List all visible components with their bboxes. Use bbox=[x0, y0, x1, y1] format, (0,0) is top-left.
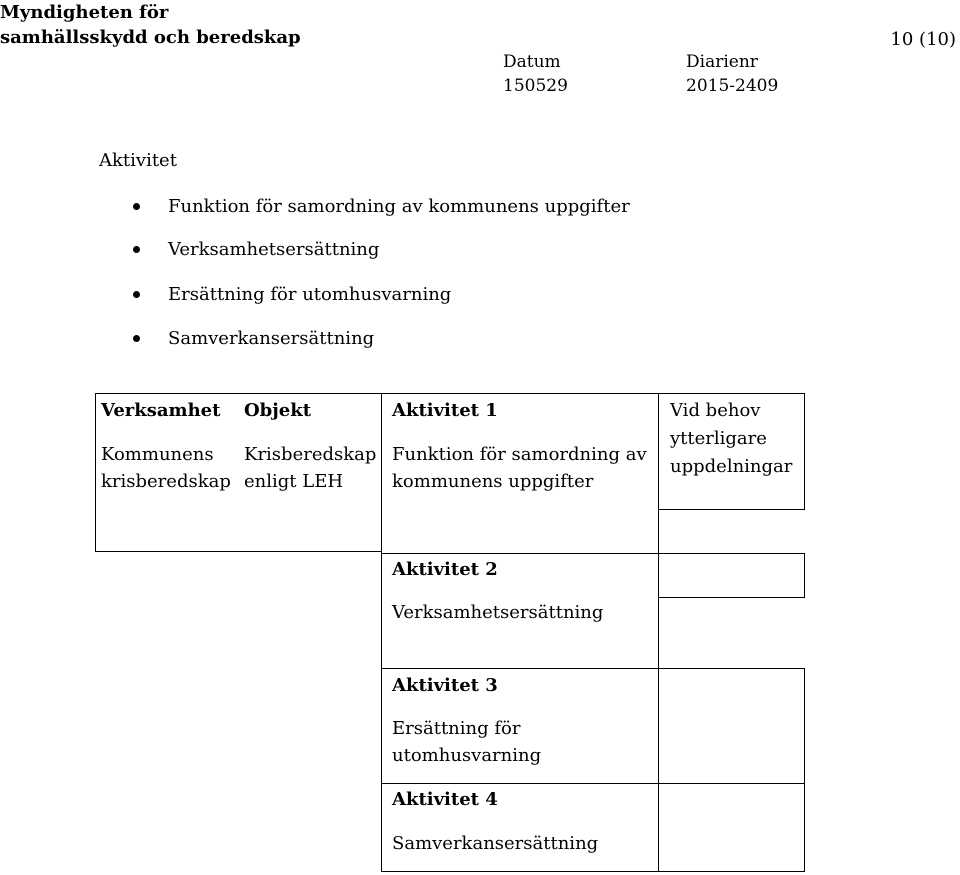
verksamhet-header: Verksamhet bbox=[101, 400, 221, 421]
activity-1-text-line1: Funktion för samordning av bbox=[392, 444, 647, 465]
activity-4-title: Aktivitet 4 bbox=[392, 789, 498, 810]
registration-value: 2015-2409 bbox=[686, 76, 779, 96]
extra-cell-divider bbox=[658, 597, 805, 598]
subdivision-note-line3: uppdelningar bbox=[670, 456, 793, 477]
bullet-icon bbox=[133, 203, 140, 210]
list-item-text: Funktion för samordning av kommunens uppgifter bbox=[168, 196, 630, 217]
subdivision-note-line1: Vid behov bbox=[670, 400, 761, 421]
objekt-value-line2: enligt LEH bbox=[244, 471, 344, 492]
activity-1-title: Aktivitet 1 bbox=[392, 400, 498, 421]
bullet-icon bbox=[133, 335, 140, 342]
activity-1-text-line2: kommunens uppgifter bbox=[392, 471, 594, 492]
activity-column-left-border bbox=[381, 393, 382, 872]
subdivision-note-line2: ytterligare bbox=[670, 428, 767, 449]
organization-name-line2: samhällsskydd och beredskap bbox=[0, 27, 301, 48]
table-border-bottom bbox=[381, 871, 805, 872]
activity-heading: Aktivitet bbox=[99, 150, 177, 171]
objekt-header: Objekt bbox=[244, 400, 312, 421]
registration-label: Diarienr bbox=[686, 52, 758, 72]
verksamhet-value-line1: Kommunens bbox=[101, 444, 214, 465]
list-item-text: Samverkansersättning bbox=[168, 328, 375, 349]
extra-cell-right-border-1 bbox=[804, 553, 805, 598]
organization-name-line1: Myndigheten för bbox=[0, 2, 169, 23]
activity-3-title: Aktivitet 3 bbox=[392, 675, 498, 696]
activity-3-text-line2: utomhusvarning bbox=[392, 745, 542, 766]
activity-column-right-border bbox=[658, 393, 659, 872]
bullet-icon bbox=[133, 246, 140, 253]
activity-3-text-line1: Ersättning för bbox=[392, 718, 521, 739]
extra-cell-right-border-2 bbox=[804, 668, 805, 872]
row-divider-2 bbox=[381, 553, 805, 554]
page-number: 10 (10) bbox=[890, 29, 956, 50]
extra-cell-divider bbox=[658, 509, 805, 510]
list-item-text: Verksamhetsersättning bbox=[168, 239, 380, 260]
left-section-bottom-border bbox=[95, 551, 382, 552]
activity-2-title: Aktivitet 2 bbox=[392, 559, 498, 580]
row-divider-3 bbox=[381, 668, 805, 669]
activity-2-text-line1: Verksamhetsersättning bbox=[392, 602, 604, 623]
list-item-text: Ersättning för utomhusvarning bbox=[168, 284, 452, 305]
activity-4-text-line1: Samverkansersättning bbox=[392, 833, 599, 854]
date-value: 150529 bbox=[503, 76, 568, 96]
bullet-icon bbox=[133, 291, 140, 298]
verksamhet-value-line2: krisberedskap bbox=[101, 471, 231, 492]
row-divider-4 bbox=[381, 783, 805, 784]
table-border-left bbox=[95, 393, 96, 551]
table-border-top bbox=[95, 393, 805, 394]
date-label: Datum bbox=[503, 52, 561, 72]
table-border-right-upper bbox=[804, 393, 805, 509]
objekt-value-line1: Krisberedskap bbox=[244, 444, 377, 465]
